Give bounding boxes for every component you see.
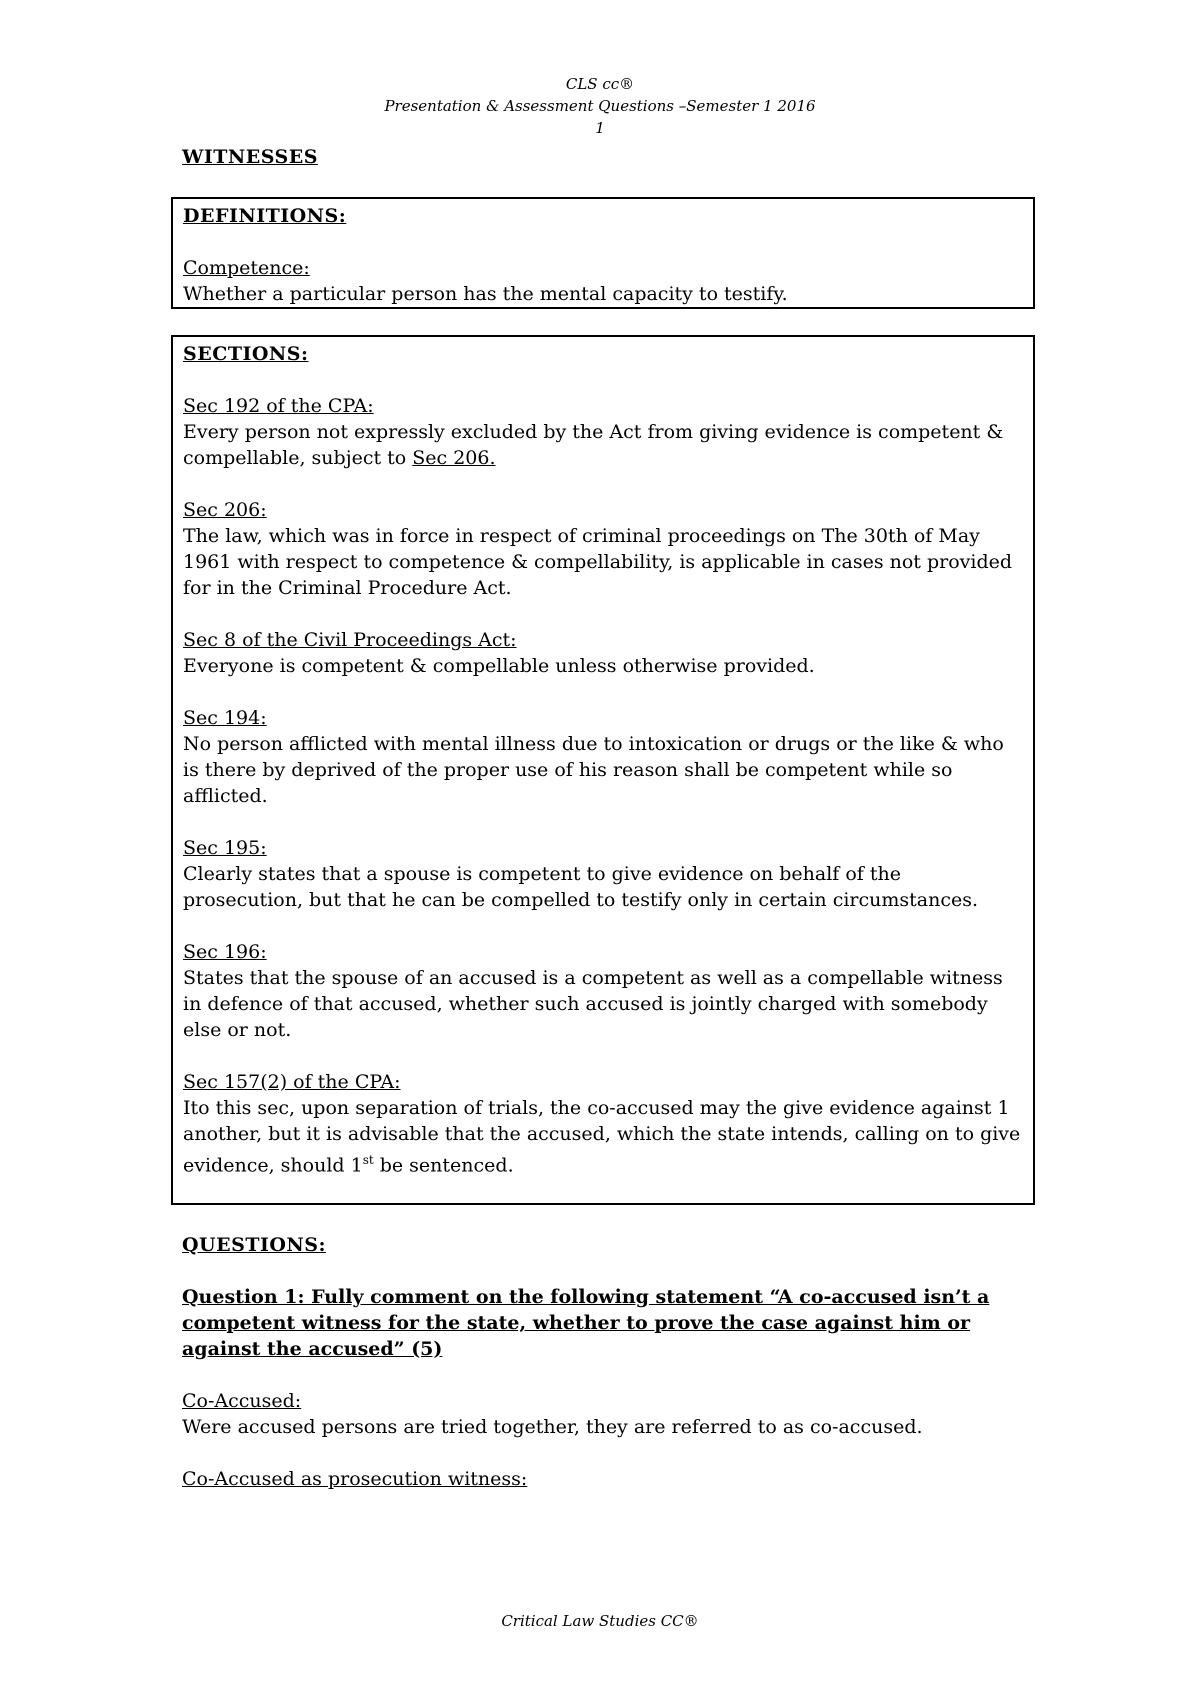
footer: Critical Law Studies CC® bbox=[501, 1612, 699, 1630]
sections-heading: SECTIONS: bbox=[183, 343, 309, 365]
definition-entry bbox=[183, 255, 1023, 307]
definition-text: Whether a particular person has the mental capacity to testify. bbox=[183, 283, 788, 305]
section-entry bbox=[183, 939, 1023, 1043]
section-reference-link: Sec 206. bbox=[412, 447, 496, 469]
section-label: Sec 195: bbox=[183, 837, 267, 859]
definition-label: Competence: bbox=[183, 257, 310, 279]
page-number: 1 bbox=[595, 119, 605, 137]
section-text-body: Every person not expressly excluded by the Act from giving evidence is competent & compellable, subject to bbox=[183, 421, 1004, 469]
header-line-2: Presentation & Assessment Questions –Semester 1 2016 bbox=[384, 97, 816, 115]
section-label: Sec 194: bbox=[183, 707, 267, 729]
sections-box bbox=[171, 335, 1035, 1205]
definitions-heading: DEFINITIONS: bbox=[183, 205, 347, 227]
section-entry bbox=[183, 497, 1023, 601]
prosecution-witness-block bbox=[182, 1466, 1022, 1492]
section-label: Sec 8 of the Civil Proceedings Act: bbox=[183, 629, 517, 651]
section-text bbox=[183, 419, 1023, 471]
section-entry bbox=[183, 1069, 1023, 1178]
section-label: Sec 206: bbox=[183, 499, 267, 521]
definitions-box bbox=[171, 197, 1035, 309]
co-accused-definition bbox=[182, 1388, 1022, 1440]
superscript: st bbox=[362, 1153, 374, 1167]
section-entry bbox=[183, 627, 1023, 679]
co-accused-label: Co-Accused: bbox=[182, 1390, 302, 1412]
section-text-end: be sentenced. bbox=[373, 1154, 514, 1177]
section-entry bbox=[183, 835, 1023, 913]
section-text: The law, which was in force in respect of criminal proceedings on The 30th of May 1961 with respect to competence & compellability, is applicable in cases not provided for in the Criminal Procedure Act. bbox=[183, 525, 1013, 599]
co-accused-text: Were accused persons are tried together, they are referred to as co-accused. bbox=[182, 1416, 923, 1438]
section-text: Everyone is competent & compellable unless otherwise provided. bbox=[183, 655, 815, 677]
header-line-1: CLS cc® bbox=[565, 75, 635, 93]
section-text: No person afflicted with mental illness due to intoxication or drugs or the like & who is there by deprived of the proper use of his reason shall be competent while so afflicted. bbox=[183, 733, 1004, 807]
section-text-body: Ito this sec, upon separation of trials, the co-accused may the give evidence against 1 another, but it is advisable that the accused, which the state intends, calling on to give evidence, should 1 bbox=[183, 1097, 1021, 1177]
questions-heading: QUESTIONS: bbox=[182, 1234, 327, 1256]
section-text bbox=[183, 1095, 1023, 1178]
section-text: Clearly states that a spouse is competent to give evidence on behalf of the prosecution, but that he can be compelled to testify only in certain circumstances. bbox=[183, 863, 979, 911]
section-label: Sec 192 of the CPA: bbox=[183, 395, 374, 417]
section-text: States that the spouse of an accused is a competent as well as a compellable witness in defence of that accused, whether such accused is jointly charged with somebody else or not. bbox=[183, 967, 1003, 1041]
prosecution-witness-label: Co-Accused as prosecution witness: bbox=[182, 1468, 528, 1490]
section-label: Sec 157(2) of the CPA: bbox=[183, 1071, 401, 1093]
section-label: Sec 196: bbox=[183, 941, 267, 963]
page-title: WITNESSES bbox=[182, 146, 318, 168]
question-1: Question 1: Fully comment on the following statement “A co-accused isn’t a competent witness for the state, whether to prove the case against him or against the accused” (5) bbox=[182, 1286, 990, 1360]
section-entry bbox=[183, 705, 1023, 809]
section-entry bbox=[183, 393, 1023, 471]
